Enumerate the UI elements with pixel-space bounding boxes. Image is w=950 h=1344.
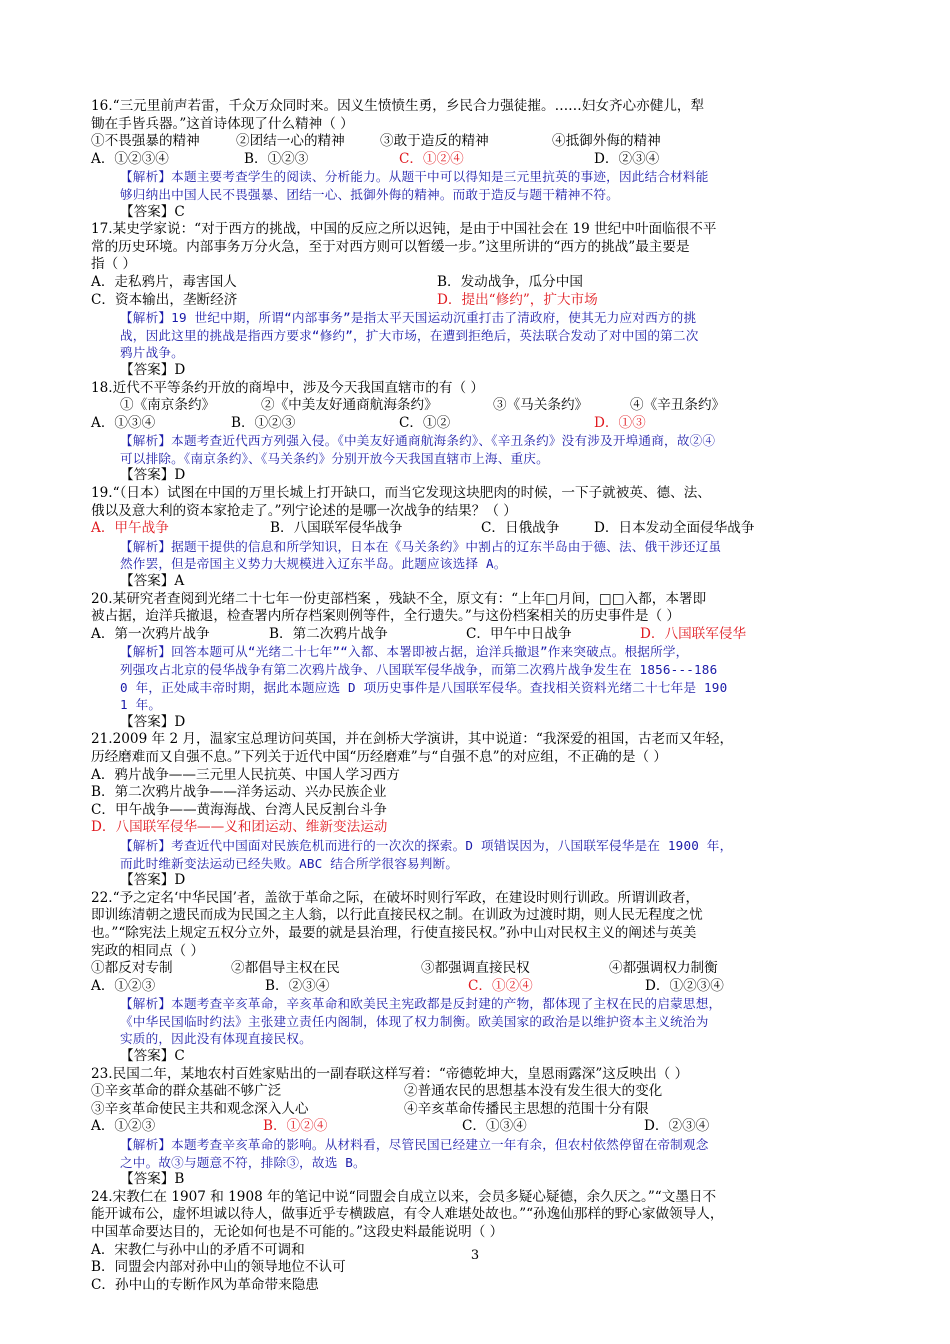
analysis: 之中。故③与题意不符，排除③，故选 B。	[120, 1154, 366, 1170]
option-list	[91, 626, 871, 644]
option-d: D．八国联军侵华	[640, 625, 747, 642]
question-16	[91, 98, 871, 221]
item-list	[91, 397, 871, 415]
answer: 【答案】A	[120, 573, 185, 590]
question-stem: 18.近代不平等条约开放的商埠中，涉及今天我国直辖市的有（ ）	[91, 379, 484, 396]
item-list	[91, 1101, 871, 1119]
option-a: A．宋教仁与孙中山的矛盾不可调和	[91, 1241, 305, 1258]
analysis: 够归纳出中国人民不畏强暴、团结一心、抵御外侮的精神。而敢于造反与题干精神不符。	[120, 186, 619, 202]
option-d: D．提出“修约”，扩大市场	[437, 291, 598, 308]
item: ②都倡导主权在民	[231, 960, 340, 977]
page-number: 3	[470, 1248, 480, 1263]
option-b: B．②③④	[265, 977, 330, 994]
answer: 【答案】D	[120, 467, 186, 484]
item: ④抵御外侮的精神	[552, 133, 661, 150]
question-stem: 也。”“除宪法上规定五权分立外，最要的就是县治理，行使直接民权。”孙中山对民权主义的阐述与英美	[91, 924, 697, 941]
item: ①不畏强暴的精神	[91, 133, 200, 150]
item-list	[91, 960, 871, 978]
question-21	[91, 731, 871, 889]
analysis: 【解析】本题考查近代西方列强入侵。《中美友好通商航海条约》、《辛丑条约》没有涉及开埠通商，故②④	[120, 433, 716, 449]
analysis: 列强攻占北京的侵华战争有第二次鸦片战争、八国联军侵华战争，而第二次鸦片战争发生在 1856---186	[120, 662, 718, 677]
item: ③辛亥革命使民主共和观念深入人心	[91, 1100, 309, 1117]
question-stem: 19.“（日本）试图在中国的万里长城上打开缺口，而当它发现这块肥肉的时候，一下子就被英、德、法、	[91, 485, 711, 502]
question-18	[91, 380, 871, 486]
option-b: B．第二次鸦片战争	[269, 625, 388, 642]
option-b: B．①②④	[263, 1118, 328, 1135]
question-stem: 24.宋教仁在 1907 和 1908 年的笔记中说“同盟会自成立以来，会员多疑心疑德，余久厌之。”“文墨日不	[91, 1188, 717, 1205]
question-stem: 俄以及意大利的资本家抢走了。”列宁论述的是哪一次战争的结果？（ ）	[91, 502, 517, 519]
analysis: 可以排除。《南京条约》、《马关条约》分别开放今天我国直辖市上海、重庆。	[120, 450, 549, 466]
option-list	[91, 415, 871, 433]
analysis: 0 年，正处咸丰帝时期，据此本题应选 D 项历史事件是八国联军侵华。查找相关资料光绪二十七年是 190	[120, 679, 728, 695]
question-stem: 指（ ）	[91, 256, 137, 273]
analysis: 【解析】本题考查辛亥革命，辛亥革命和欧美民主宪政都是反封建的产物，都体现了主权在民的启蒙思想，	[120, 996, 722, 1012]
item-list	[91, 1083, 871, 1101]
question-stem: 20.某研究者查阅到光绪二十七年一份吏部档案 ，残缺不全，原文有：“上年□月间，□□入都，本署即	[91, 590, 707, 607]
option-a: A．①②③④	[91, 150, 169, 167]
question-stem: 能开诚布公，虚怀坦诚以待人，做事近乎专横跋扈，有令人难堪处故也。”“孙逸仙那样的野心家做领导人，	[91, 1206, 724, 1223]
question-stem: 历经磨难而又自强不息。”下列关于近代中国“历经磨难”与“自强不息”的对应组，不正确的是（ ）	[91, 748, 668, 765]
question-20	[91, 591, 871, 732]
question-stem: 锄在手皆兵器。”这首诗体现了什么精神（ ）	[91, 115, 354, 132]
option-a: A．甲午战争	[91, 520, 169, 537]
option-b: B．八国联军侵华战争	[270, 520, 403, 537]
item-list	[91, 133, 871, 151]
answer: 【答案】D	[120, 713, 186, 730]
option-a: A．第一次鸦片战争	[91, 625, 210, 642]
option-c: C．甲午中日战争	[466, 625, 572, 642]
question-22	[91, 890, 871, 1066]
analysis: 《中华民国临时约法》主张建立责任内阁制，体现了权力制衡。欧美国家的政治是以维护资本主义统治为	[120, 1013, 709, 1029]
option-a: A．走私鸦片，毒害国人	[91, 273, 237, 290]
item: ①《南京条约》	[120, 397, 216, 414]
question-stem: 即训练清朝之遗民而成为民国之主人翁，以行此直接民权之制。在训政为过渡时期，则人民无程度之忧	[91, 907, 703, 924]
option-d: D．八国联军侵华——义和团运动、维新变法运动	[91, 819, 388, 836]
question-stem: 宪政的相同点（ ）	[91, 942, 205, 959]
item: ③敢于造反的精神	[380, 133, 489, 150]
answer: 【答案】B	[120, 1171, 185, 1188]
analysis: 【解析】据题干提供的信息和所学知识，日本在《马关条约》中割占的辽东半岛由于德、法、俄干涉还辽虽	[120, 538, 722, 554]
item: ④《辛丑条约》	[630, 397, 726, 414]
analysis: 然作罢，但是帝国主义势力大规模进入辽东半岛。此题应该选择 A。	[120, 556, 507, 572]
answer: 【答案】D	[120, 361, 186, 378]
item: ③都强调直接民权	[421, 960, 530, 977]
option-b: B．①②③	[244, 150, 309, 167]
answer: 【答案】C	[120, 1048, 185, 1065]
question-stem: 22.“予之定名‘中华民国’者，盖欲于革命之际，在破坏时则行军政，在建设时则行训政。所谓训政者，	[91, 889, 700, 906]
option-c: C．甲午战争——黄海海战、台湾人民反割台斗争	[91, 801, 387, 818]
option-d: D．日本发动全面侵华战争	[594, 520, 755, 537]
option-list	[91, 520, 871, 538]
option-list	[91, 978, 871, 996]
item: ②普通农民的思想基本没有发生很大的变化	[404, 1083, 663, 1100]
item: ①辛亥革命的群众基础不够广泛	[91, 1083, 282, 1100]
answer: 【答案】D	[120, 872, 186, 889]
item: ③《马关条约》	[493, 397, 589, 414]
question-stem: 被占据，迨洋兵撤退，检查署内所存档案则例等件，全行遗失。”与这份档案相关的历史事件是（ ）	[91, 608, 680, 625]
analysis: 【解析】本题考查辛亥革命的影响。从材料看，尽管民国已经建立一年有余，但农村依然停留在帝制观念	[120, 1137, 709, 1153]
question-17	[91, 221, 871, 379]
option-d: D．②③④	[594, 150, 660, 167]
answer: 【答案】C	[120, 203, 185, 220]
option-b: B．①②③	[231, 414, 296, 431]
option-list	[91, 292, 871, 310]
analysis: 实质的，因此没有体现直接民权。	[120, 1031, 312, 1047]
question-stem: 21.2009 年 2 月，温家宝总理访问英国，并在剑桥大学演讲，其中说道：“我深爱的祖国，古老而又年轻，	[91, 731, 734, 748]
question-stem: 23.民国二年，某地农村百姓家贴出的一副春联这样写着：“帝德乾坤大，皇恩雨露深”这反映出（ ）	[91, 1065, 689, 1082]
question-stem: 常的历史环境。内部事务万分火急，至于对西方则可以暂缓一步。”这里所讲的“西方的挑战”最主要是	[91, 238, 690, 255]
analysis: 【解析】回答本题可从“光绪二十七年”“入都、本署即被占据，迨洋兵撤退”作来突破点。根据所学，	[120, 644, 689, 660]
option-c: C．①②④	[468, 977, 533, 994]
analysis: 【解析】考查近代中国面对民族危机而进行的一次次的探索。D 项错误因为，八国联军侵华是在 1900 年，	[120, 837, 733, 853]
analysis: 而此时维新变法运动已经失败。ABC 结合所学很容易判断。	[120, 855, 459, 871]
question-stem: 17.某史学家说：“对于西方的挑战，中国的反应之所以迟钝，是由于中国社会在 19 世纪中叶面临很不平	[91, 221, 717, 238]
option-list	[91, 151, 871, 169]
item: ②团结一心的精神	[236, 133, 345, 150]
option-a: A．①②③	[91, 1118, 156, 1135]
question-stem: 16.“三元里前声若雷，千众万众同时来。因义生愤愤生勇，乡民合力强徒摧。……妇女齐心亦健儿，犁	[91, 98, 705, 114]
option-d: D．②③④	[644, 1118, 710, 1135]
document-page	[91, 98, 871, 1294]
option-a: A．①②③	[91, 977, 156, 994]
question-24	[91, 1189, 871, 1295]
item: ①都反对专制	[91, 960, 173, 977]
option-c: C．资本输出，垄断经济	[91, 291, 238, 308]
option-c: C．①②	[399, 414, 451, 431]
option-c: C．①③④	[462, 1118, 527, 1135]
option-c: C．孙中山的专断作风为革命带来隐患	[91, 1276, 319, 1293]
analysis: 【解析】本题主要考查学生的阅读、分析能力。从题干中可以得知是三元里抗英的事迹，因此结合材料能	[120, 169, 709, 185]
option-c: C．日俄战争	[481, 520, 560, 537]
analysis: 1 年。	[120, 697, 162, 713]
option-a: A．鸦片战争——三元里人民抗英、中国人学习西方	[91, 766, 400, 783]
option-a: A．①③④	[91, 414, 156, 431]
analysis: 【解析】19 世纪中期，所谓“内部事务”是指太平天国运动沉重打击了清政府，使其无力应对西方的挑	[120, 310, 697, 326]
item: ②《中美友好通商航海条约》	[261, 397, 438, 414]
option-list	[91, 1118, 871, 1136]
option-b: B．第二次鸦片战争——洋务运动、兴办民族企业	[91, 784, 387, 801]
option-c: C．①②④	[399, 150, 464, 167]
question-stem: 中国革命要达目的，无论如何也是不可能的。”这段史料最能说明（ ）	[91, 1224, 504, 1240]
analysis: 鸦片战争。	[120, 345, 184, 361]
item: ④都强调权力制衡	[609, 960, 718, 977]
option-b: B．发动战争，瓜分中国	[437, 273, 583, 290]
option-d: D．①②③④	[645, 977, 724, 994]
question-19	[91, 485, 871, 591]
option-b: B．同盟会内部对孙中山的领导地位不认可	[91, 1259, 346, 1276]
option-list	[91, 274, 871, 292]
option-d: D．①③	[594, 414, 646, 431]
question-23	[91, 1066, 871, 1189]
item: ④辛亥革命传播民主思想的范围十分有限	[404, 1100, 649, 1117]
analysis: 战，因此这里的挑战是指西方要求“修约”，扩大市场，在遭到拒绝后，英法联合发动了对中国的第二次	[120, 327, 699, 343]
